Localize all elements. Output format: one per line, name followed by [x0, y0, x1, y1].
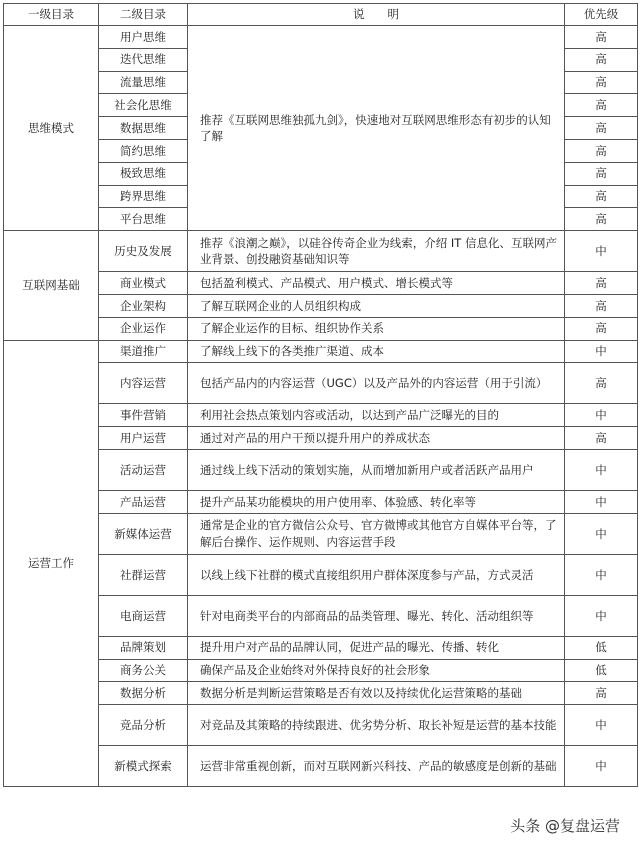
- level2-item: 平台思维: [99, 208, 188, 231]
- priority: 中: [565, 449, 638, 490]
- level2-item: 跨界思维: [99, 185, 188, 208]
- level2-item: 竞品分析: [99, 705, 188, 746]
- priority: 高: [565, 185, 638, 208]
- level2-item: 简约思维: [99, 139, 188, 162]
- description: 包括产品内的内容运营（UGC）以及产品外的内容运营（用于引流）: [188, 363, 565, 404]
- level2-item: 用户思维: [99, 26, 188, 49]
- level2-item: 新模式探索: [99, 746, 188, 787]
- table-row: [4, 272, 638, 295]
- level2-item: 数据分析: [99, 682, 188, 705]
- level2-item: 数据思维: [99, 117, 188, 140]
- catalog-table: [3, 3, 638, 787]
- header-level1: 一级目录: [4, 4, 99, 26]
- description: 针对电商类平台的内部商品的品类管理、曝光、转化、活动组织等: [188, 595, 565, 636]
- table-row: [4, 595, 638, 636]
- level1-thinking: 思维模式: [4, 26, 99, 231]
- level1-operations: 运营工作: [4, 340, 99, 787]
- priority: 高: [565, 208, 638, 231]
- header-description: 说 明: [188, 4, 565, 26]
- table-row: [4, 404, 638, 427]
- priority: 高: [565, 94, 638, 117]
- priority: 中: [565, 231, 638, 272]
- level2-item: 迭代思维: [99, 48, 188, 71]
- table-row: [4, 705, 638, 746]
- priority: 高: [565, 363, 638, 404]
- priority: 中: [565, 404, 638, 427]
- priority: 高: [565, 162, 638, 185]
- priority: 高: [565, 139, 638, 162]
- level2-item: 电商运营: [99, 595, 188, 636]
- priority: 低: [565, 659, 638, 682]
- priority: 低: [565, 636, 638, 659]
- priority: 高: [565, 317, 638, 340]
- level2-item: 渠道推广: [99, 340, 188, 363]
- table-row: [4, 317, 638, 340]
- level2-item: 商务公关: [99, 659, 188, 682]
- priority: 中: [565, 490, 638, 513]
- description: 通过线上线下活动的策划实施，从而增加新用户或者活跃产品用户: [188, 449, 565, 490]
- description: 通常是企业的官方微信公众号、官方微博或其他官方自媒体平台等，了解后台操作、运作规则、内容运营手段: [188, 513, 565, 554]
- priority: 中: [565, 595, 638, 636]
- table-row: [4, 490, 638, 513]
- description: 推荐《浪潮之巅》，以硅谷传奇企业为线索，介绍 IT 信息化、互联网产业背景、创投融资基础知识等: [188, 231, 565, 272]
- description: 了解企业运作的目标、组织协作关系: [188, 317, 565, 340]
- table-row: [4, 449, 638, 490]
- description: 对竞品及其策略的持续跟进、优劣势分析、取长补短是运营的基本技能: [188, 705, 565, 746]
- table-row: [4, 513, 638, 554]
- level2-item: 企业架构: [99, 294, 188, 317]
- priority: 高: [565, 272, 638, 295]
- table-row: [4, 294, 638, 317]
- table-row: [4, 363, 638, 404]
- description: 运营非常重视创新，而对互联网新兴科技、产品的敏感度是创新的基础: [188, 746, 565, 787]
- priority: 高: [565, 294, 638, 317]
- priority: 高: [565, 682, 638, 705]
- level2-item: 用户运营: [99, 427, 188, 450]
- description: 包括盈利模式、产品模式、用户模式、增长模式等: [188, 272, 565, 295]
- table-row: [4, 26, 638, 49]
- level2-item: 品牌策划: [99, 636, 188, 659]
- level2-item: 商业模式: [99, 272, 188, 295]
- description: 提升用户对产品的品牌认同，促进产品的曝光、传播、转化: [188, 636, 565, 659]
- level2-item: 活动运营: [99, 449, 188, 490]
- description: 确保产品及企业始终对外保持良好的社会形象: [188, 659, 565, 682]
- table-row: [4, 682, 638, 705]
- table-row: [4, 659, 638, 682]
- table-row: [4, 746, 638, 787]
- priority: 高: [565, 48, 638, 71]
- description: 通过对产品的用户干预以提升用户的养成状态: [188, 427, 565, 450]
- description-thinking: 推荐《互联网思维独孤九剑》，快速地对互联网思维形态有初步的认知了解: [188, 26, 565, 231]
- description: 数据分析是判断运营策略是否有效以及持续优化运营策略的基础: [188, 682, 565, 705]
- level2-item: 社群运营: [99, 554, 188, 595]
- table-row: [4, 231, 638, 272]
- table-row: [4, 554, 638, 595]
- priority: 中: [565, 340, 638, 363]
- description: 以线上线下社群的模式直接组织用户群体深度参与产品，方式灵活: [188, 554, 565, 595]
- priority: 高: [565, 26, 638, 49]
- header-row: [4, 4, 638, 26]
- table-row: [4, 636, 638, 659]
- header-priority: 优先级: [565, 4, 638, 26]
- level2-item: 产品运营: [99, 490, 188, 513]
- priority: 高: [565, 117, 638, 140]
- priority: 中: [565, 746, 638, 787]
- priority: 高: [565, 427, 638, 450]
- description: 了解互联网企业的人员组织构成: [188, 294, 565, 317]
- level2-item: 社会化思维: [99, 94, 188, 117]
- level2-item: 事件营销: [99, 404, 188, 427]
- priority: 中: [565, 554, 638, 595]
- description: 提升产品某功能模块的用户使用率、体验感、转化率等: [188, 490, 565, 513]
- watermark: 头条 @复盘运营: [506, 814, 624, 837]
- level2-item: 历史及发展: [99, 231, 188, 272]
- priority: 中: [565, 705, 638, 746]
- priority: 高: [565, 71, 638, 94]
- table-row: [4, 427, 638, 450]
- level2-item: 企业运作: [99, 317, 188, 340]
- header-level2: 二级目录: [99, 4, 188, 26]
- level2-item: 新媒体运营: [99, 513, 188, 554]
- description: 利用社会热点策划内容或活动，以达到产品广泛曝光的目的: [188, 404, 565, 427]
- level2-item: 流量思维: [99, 71, 188, 94]
- level1-internet-basics: 互联网基础: [4, 231, 99, 340]
- table-row: [4, 340, 638, 363]
- priority: 中: [565, 513, 638, 554]
- description: 了解线上线下的各类推广渠道、成本: [188, 340, 565, 363]
- level2-item: 内容运营: [99, 363, 188, 404]
- level2-item: 极致思维: [99, 162, 188, 185]
